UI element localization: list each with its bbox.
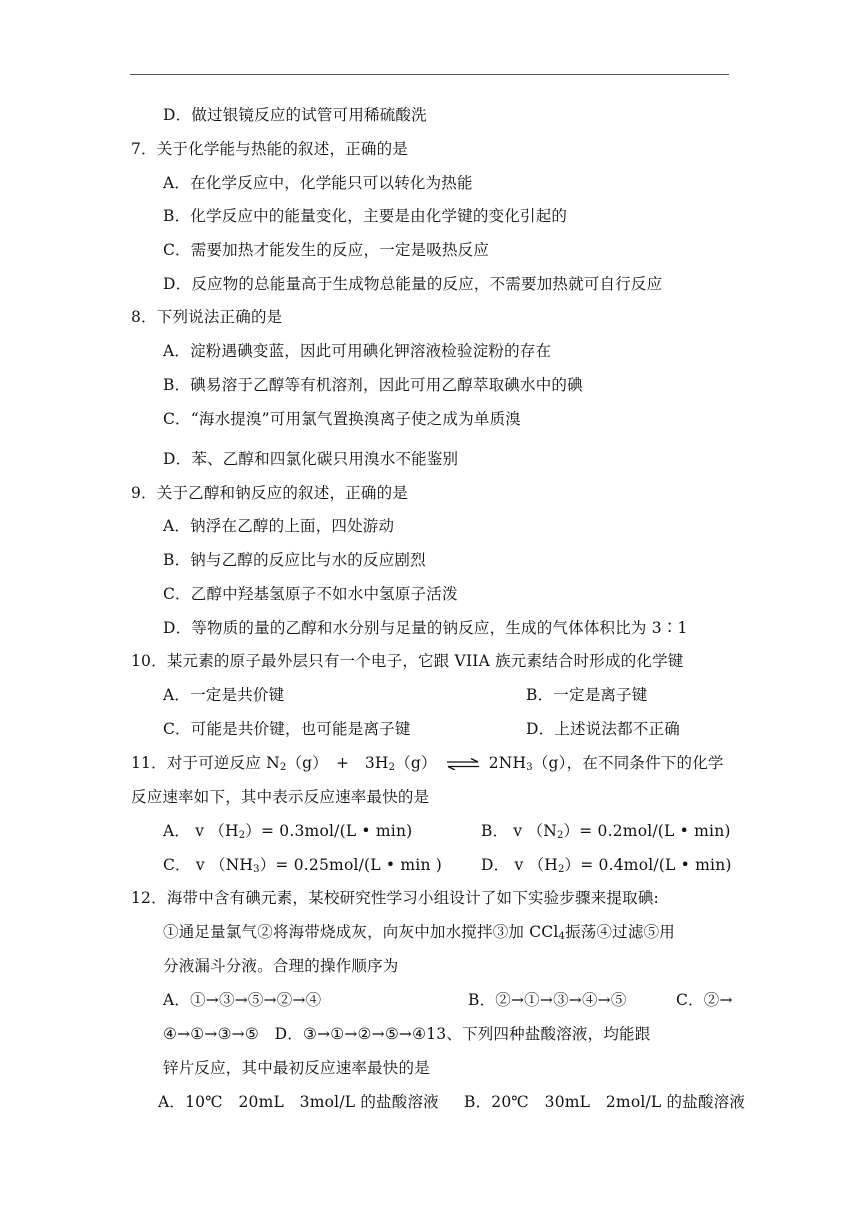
- q11-option-a: A． v $(H_2)= 0.3mol/(L$ • min): [163, 822, 413, 841]
- q8-stem: 8．下列说法正确的是: [131, 308, 283, 326]
- q9-option-c: C．乙醇中羟基氢原子不如水中氢原子活泼: [163, 585, 458, 603]
- q8-option-a: A．淀粉遇碘变蓝，因此可用碘化钾溶液检验淀粉的存在: [163, 342, 552, 360]
- q13-option-b: B．20℃ 30mL 2mol/L 的盐酸溶液: [464, 1093, 746, 1111]
- q10-stem: 10．某元素的原子最外层只有一个电子，它跟 VIIA 族元素结合时形成的化学键: [131, 652, 684, 670]
- q9-option-b: B．钠与乙醇的反应比与水的反应剧烈: [163, 551, 426, 569]
- q9-stem: 9．关于乙醇和钠反应的叙述，正确的是: [131, 484, 408, 502]
- q13-stem-line2: 锌片反应，其中最初反应速率最快的是: [163, 1059, 430, 1077]
- q7-stem: 7．关于化学能与热能的叙述，正确的是: [131, 140, 408, 158]
- q10-option-b: B．一定是离子键: [526, 686, 648, 704]
- q13-option-a: A．10℃ 20mL 3mol/L 的盐酸溶液: [158, 1093, 439, 1111]
- q7-option-b: B．化学反应中的能量变化，主要是由化学键的变化引起的: [163, 207, 568, 225]
- q8-option-b: B．碘易溶于乙醇等有机溶剂，因此可用乙醇萃取碘水中的碘: [163, 376, 583, 394]
- q12-option-c-start: C．②→: [676, 991, 733, 1009]
- q12-option-a: A．①→③→⑤→②→④: [163, 991, 322, 1009]
- q7-option-c: C．需要加热才能发生的反应，一定是吸热反应: [163, 241, 490, 259]
- q9-option-d: D．等物质的量的乙醇和水分别与足量的钠反应，生成的气体体积比为 3∶1: [163, 619, 688, 637]
- q10-option-a: A．一定是共价键: [163, 686, 285, 704]
- q12-steps: ①通足量氯气②将海带烧成灰，向灰中加水搅拌③加 CCl$_4$振荡④过滤⑤用: [163, 923, 675, 942]
- q11-option-d: D． v $(H_2)= 0.4mol/(L$ • min): [481, 856, 732, 875]
- q11-stem: 11．对于可逆反应 $N_2(g)$ + $3H_2(g)$ $2NH_3(g)$，在不同条件下的化学: [131, 754, 724, 773]
- q12-option-b: B．②→①→③→④→⑤: [468, 991, 627, 1009]
- q12-stem: 12．海带中含有碘元素，某校研究性学习小组设计了如下实验步骤来提取碘:: [131, 889, 659, 907]
- q6-option-d: D．做过银镜反应的试管可用稀硫酸洗: [163, 106, 427, 124]
- q10-option-d: D．上述说法都不正确: [526, 720, 680, 738]
- q11-option-c: C． v $(NH_3)= 0.25mol/(L$ • min ): [163, 856, 443, 875]
- q8-option-c: C．“海水提溴”可用氯气置换溴离子使之成为单质溴: [163, 410, 522, 428]
- q12-steps-line2: 分液漏斗分液。合理的操作顺序为: [163, 957, 399, 975]
- header-rule: [130, 74, 729, 75]
- reversible-arrow-icon: [447, 758, 479, 770]
- q8-option-d: D．苯、乙醇和四氯化碳只用溴水不能鉴别: [163, 450, 459, 468]
- q12-options-mixed-line: ④→①→③→⑤ D．③→①→②→⑤→④13、下列四种盐酸溶液，均能跟: [163, 1025, 651, 1043]
- q11-option-b: B． v $(N_2)= 0.2mol/(L$ • min): [481, 822, 731, 841]
- q9-option-a: A．钠浮在乙醇的上面，四处游动: [163, 517, 395, 535]
- q10-option-c: C．可能是共价键，也可能是离子键: [163, 720, 411, 738]
- q7-option-a: A．在化学反应中，化学能只可以转化为热能: [163, 174, 473, 192]
- q11-stem-line2: 反应速率如下，其中表示反应速率最快的是: [131, 788, 430, 806]
- q7-option-d: D．反应物的总能量高于生成物总能量的反应，不需要加热就可自行反应: [163, 275, 663, 293]
